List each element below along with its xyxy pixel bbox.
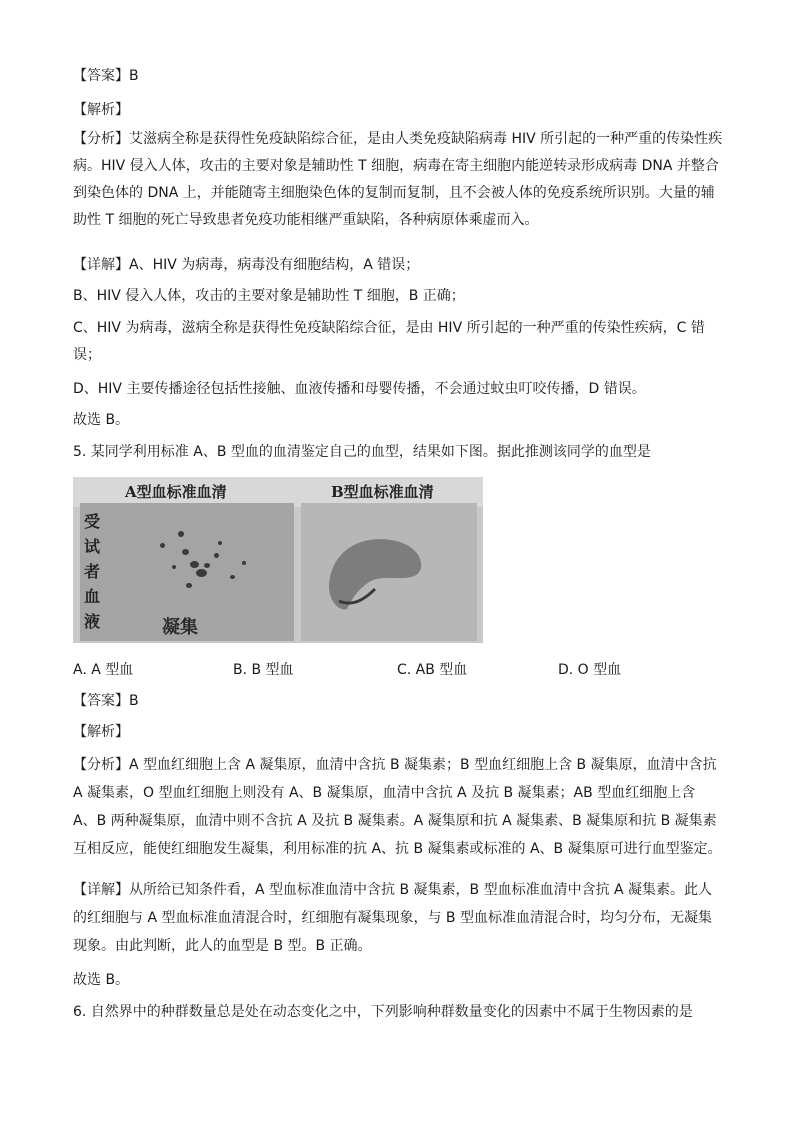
q5-stem: 5. 某同学利用标准 A、B 型血的血清鉴定自己的血型，结果如下图。据此推测该同学的血型是: [73, 444, 651, 460]
q4-analysis-heading: 【解析】: [73, 102, 129, 118]
panel-b-title: B型血标准血清: [331, 483, 434, 501]
q6-stem: 6. 自然界中的种群数量总是处在动态变化之中，下列影响种群数量变化的因素中不属于生物因素的是: [73, 1004, 693, 1020]
panel-b-serum: [301, 503, 477, 641]
q4-detail-d: D、HIV 主要传播途径包括性接触、血液传播和母婴传播，不会通过蚊虫叮咬传播，D 错误。: [73, 381, 646, 397]
option-b: B. B 型血: [233, 662, 294, 678]
option-c: C. AB 型血: [397, 662, 468, 678]
q4-conclusion: 故选 B。: [73, 412, 130, 428]
q5-answer: 【答案】B: [73, 693, 139, 709]
q5-analysis-head-text: 解析: [87, 724, 115, 740]
panel-a-title: A型血标准血清: [125, 483, 227, 501]
option-a: A. A 型血: [73, 662, 134, 678]
agglutination-label: 凝集: [162, 617, 198, 638]
blood-typing-figure: [73, 477, 483, 643]
q4-analysis-head-text: 解析: [87, 102, 115, 118]
q4-analysis-paragraph: 【分析】艾滋病全称是获得性免疫缺陷综合征，是由人类免疫缺陷病毒 HIV 所引起的一种严重的传染性疾病。HIV 侵入人体，攻击的主要对象是辅助性 T 细胞，病毒在寄主细胞内能逆转录形成病毒 DNA 并整合到染色体的 DNA 上，并能随寄主细胞染色体的复制而复制，且不会被人体的免疫系统所识别。大量的辅助性 T 细胞的死亡导致患者免疫功能相继严重缺陷，各种病原体乘虚而入。: [73, 131, 723, 228]
q5-analysis-heading: 【解析】: [73, 724, 129, 740]
q5-analysis-paragraph: 【分析】A 型血红细胞上含 A 凝集原，血清中含抗 B 凝集素；B 型血红细胞上含 B 凝集原，血清中含抗 A 凝集素，O 型血红细胞上则没有 A、B 凝集原，血清中含抗 A 及抗 B 凝集素；AB 型血红细胞上含 A、B 两种凝集原，血清中则不含抗 A 及抗 B 凝集素。A 凝集原和抗 A 凝集素、B 凝集原和抗 B 凝集素互相反应，能使红细胞发生凝集，利用标准的抗 A、抗 B 凝集素或标准的 A、B 凝集原可进行血型鉴定。: [73, 757, 722, 857]
uniform-blood-drop: [301, 503, 477, 641]
q4-detail-b: B、HIV 侵入人体，攻击的主要对象是辅助性 T 细胞，B 正确；: [73, 288, 465, 304]
test-subject-blood-label: 受试者血液: [83, 512, 100, 631]
q4-answer: 【答案】B: [73, 68, 139, 84]
option-d: D. O 型血: [558, 662, 622, 678]
q4-detail-c: C、HIV 为病毒，滋病全称是获得性免疫缺陷综合征，是由 HIV 所引起的一种严重的传染性疾病，C 错误；: [73, 320, 705, 363]
q4-detail-a: 【详解】A、HIV 为病毒，病毒没有细胞结构，A 错误；: [73, 257, 420, 273]
q5-conclusion: 故选 B。: [73, 972, 130, 988]
q5-detail: 【详解】从所给已知条件看，A 型血标准血清中含抗 B 凝集素，B 型血标准血清中含抗 A 凝集素。此人的红细胞与 A 型血标准血清混合时，红细胞有凝集现象，与 B 型血标准血清混合时，均匀分布，无凝集现象。由此判断，此人的血型是 B 型。B 正确。: [73, 882, 713, 954]
q5-options: [73, 658, 723, 682]
